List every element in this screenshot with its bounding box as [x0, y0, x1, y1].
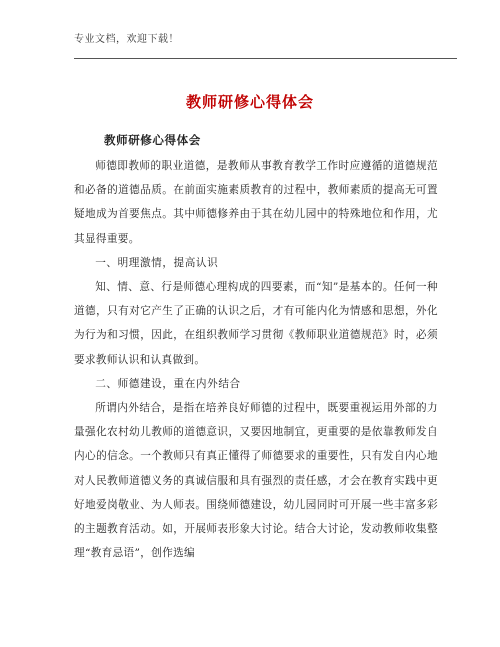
section-heading-2: 二、师德建设，重在内外结合: [95, 377, 241, 390]
paragraph-intro: 师德即教师的职业道德，是教师从事教育教学工作时应遵循的道德规范和必备的道德品质。在前面实施素质教育的过程中，教师素质的提高无可置疑地成为首要焦点。其中师德修养由于其在幼儿园中的特殊地位和作用，尤其显得重要。: [74, 160, 438, 245]
header-note: 专业文档，欢迎下载！: [74, 34, 179, 45]
header-divider: [74, 58, 457, 59]
document-subtitle: 教师研修心得体会: [104, 133, 201, 147]
section-heading-1: 一、明理激情，提高认识: [95, 256, 219, 269]
paragraph-section-2: 所谓内外结合，是指在培养良好师德的过程中，既要重视运用外部的力量强化农村幼儿教师的道德意识，又要因地制宜，更重要的是依靠教师发自内心的信念。一个教师只有真正懂得了师德要求的重要性，只有发自内心地对人民教师道德义务的真诚信服和具有强烈的责任感，才会在教育实践中更好地爱岗敬业、为人师表。围绕师德建设，幼儿园同时可开展一些丰富多彩的主题教育活动。如，开展师表形象大讨论。结合大讨论，发动教师收集整理“教育忌语”，创作选编: [74, 402, 438, 560]
paragraph-section-1: 知、情、意、行是师德心理构成的四要素，而“知”是基本的。任何一种道德，只有对它产生了正确的认识之后，才有可能内化为情感和思想，外化为行为和习惯，因此，在组织教师学习贯彻《教师职业道德规范》时，必须要求教师认识和认真做到。: [74, 281, 438, 366]
document-title: 教师研修心得体会: [185, 93, 314, 111]
document-body: [74, 154, 438, 565]
